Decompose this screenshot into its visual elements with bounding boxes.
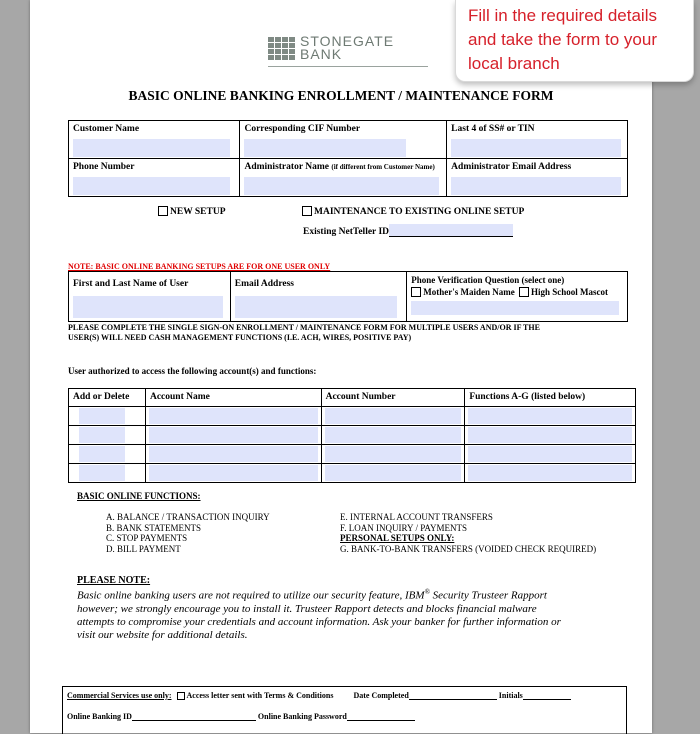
form-page [30,0,652,733]
callout-line3: local branch [468,54,560,73]
user-name-label: First and Last Name of User [73,279,189,289]
admin-name-note: (if different from Customer Name) [331,163,435,171]
logo-line2: BANK [300,46,343,62]
logo-line1: STONEGATE [300,33,395,49]
admin-name-cell [240,159,447,197]
online-banking-password-label: Online Banking Password [257,712,347,721]
cif-number-label: Corresponding CIF Number [244,124,361,134]
maiden-name-option[interactable] [411,287,514,297]
phone-input[interactable] [73,177,230,195]
please-note-body [77,586,642,642]
phone-question-options [407,286,627,298]
registered-mark: ® [424,588,430,596]
phone-question-answer-input[interactable] [411,301,619,315]
account-number-input[interactable] [325,427,462,443]
col-account-name: Account Name [149,392,210,402]
account-number-input[interactable] [325,465,462,481]
functions-input[interactable] [468,446,632,462]
callout-line2: and take the form to your [468,30,657,49]
personal-setups-heading: PERSONAL SETUPS ONLY: [340,533,455,543]
please-note-line3: attempts to compromise your credentials and account information. Ask your banker for further information or [77,615,561,628]
admin-email-cell [447,159,628,197]
phone-question-cell [407,272,628,322]
customer-name-cell [69,121,240,159]
online-banking-id-input[interactable] [132,711,256,721]
account-number-input[interactable] [325,446,462,462]
mascot-label: High School Mascot [531,287,609,297]
form-title: BASIC ONLINE BANKING ENROLLMENT / MAINTENANCE FORM [128,88,554,103]
online-banking-password-input[interactable] [347,711,415,721]
table-row [69,407,636,426]
add-delete-input[interactable] [79,427,125,443]
account-name-input[interactable] [149,465,318,481]
function-c: C. STOP PAYMENTS [106,533,188,543]
access-letter-checkbox[interactable] [177,692,185,700]
table-row [69,445,636,464]
account-number-input[interactable] [325,408,462,424]
functions-heading: BASIC ONLINE FUNCTIONS: [77,491,201,501]
ssn-label: Last 4 of SS# or TIN [451,124,535,134]
col-functions: Functions A-G (listed below) [469,392,586,402]
please-note-heading: PLEASE NOTE: [77,575,151,586]
new-setup-label: NEW SETUP [170,207,226,217]
function-e: E. INTERNAL ACCOUNT TRANSFERS [340,512,493,522]
maintenance-label: MAINTENANCE TO EXISTING ONLINE SETUP [314,207,525,217]
function-d: D. BILL PAYMENT [106,543,181,554]
initials-label: Initials [498,691,523,700]
functions-input[interactable] [468,427,632,443]
sso-note-line1: PLEASE COMPLETE THE SINGLE SIGN-ON ENROLLMENT / MAINTENANCE FORM FOR MULTIPLE USERS AND/OR IF THE [68,323,540,332]
logo-grid-icon [268,37,295,60]
admin-name-text: Administrator Name [244,162,329,172]
netteller-id-label: Existing NetTeller ID [303,227,390,237]
phone-label: Phone Number [73,162,135,172]
phone-question-label: Phone Verification Question (select one) [411,275,565,285]
new-setup-checkbox[interactable] [158,206,168,216]
authorized-heading: User authorized to access the following account(s) and functions: [68,366,317,376]
commercial-services-box [62,686,627,734]
maiden-name-checkbox[interactable] [411,287,421,297]
email-input[interactable] [235,296,397,318]
admin-name-input[interactable] [244,177,439,195]
email-cell [230,272,407,322]
date-completed-input[interactable] [409,690,497,700]
please-note-line1: Basic online banking users are not required to utilize our security feature, IBM® Security Trusteer Rapport [77,588,547,602]
add-delete-input[interactable] [79,465,125,481]
admin-email-label: Administrator Email Address [451,162,572,172]
access-letter-label: Access letter sent with Terms & Conditions [186,691,334,700]
please-note-line2: however; we strongly encourage you to install it. Trusteer Rapport detects and blocks financial malware [77,602,537,615]
mascot-option[interactable] [517,287,608,297]
function-a: A. BALANCE / TRANSACTION INQUIRY [106,512,270,522]
account-name-input[interactable] [149,427,318,443]
customer-name-label: Customer Name [73,124,140,134]
cif-number-cell [240,121,447,159]
user-name-input[interactable] [73,296,223,318]
account-table [68,388,636,483]
logo-divider [268,66,428,67]
table-row [69,464,636,483]
admin-email-input[interactable] [451,177,621,195]
maintenance-option[interactable] [302,206,524,217]
functions-input[interactable] [468,408,632,424]
ssn-cell [447,121,628,159]
commercial-label: Commercial Services use only: [67,691,172,700]
netteller-id-input[interactable] [389,224,513,237]
account-name-input[interactable] [149,446,318,462]
commercial-row2 [67,711,415,721]
customer-name-input[interactable] [73,139,230,157]
instruction-callout [455,0,694,82]
function-f: F. LOAN INQUIRY / PAYMENTS [340,522,468,533]
commercial-row1 [67,690,571,700]
add-delete-input[interactable] [79,408,125,424]
add-delete-input[interactable] [79,446,125,462]
sso-note-line2: USER(S) WILL NEED CASH MANAGEMENT FUNCTIONS (I.E. ACH, WIRES, POSITIVE PAY) [68,333,412,342]
netteller-id-row [303,224,513,237]
col-account-number: Account Number [325,392,396,402]
user-info-table [68,271,628,322]
table-row [69,426,636,445]
col-add-delete: Add or Delete [73,392,130,402]
ssn-input[interactable] [451,139,621,157]
functions-list-right [340,512,596,554]
function-g: G. BANK-TO-BANK TRANSFERS (VOIDED CHECK REQUIRED) [340,543,597,554]
phone-cell [69,159,240,197]
user-name-cell [69,272,231,322]
maintenance-checkbox[interactable] [302,206,312,216]
online-banking-id-label: Online Banking ID [67,712,132,721]
function-b: B. BANK STATEMENTS [106,522,202,533]
functions-input[interactable] [468,465,632,481]
please-note-line4: visit our website for additional details. [77,628,248,641]
functions-list-left [106,512,270,554]
callout-line1: Fill in the required details [468,6,657,25]
one-user-note: NOTE: BASIC ONLINE BANKING SETUPS ARE FOR ONE USER ONLY [68,262,331,271]
new-setup-option[interactable] [158,206,226,217]
admin-name-label [240,159,446,173]
account-name-input[interactable] [149,408,318,424]
customer-info-table [68,120,628,197]
mascot-checkbox[interactable] [519,287,529,297]
date-completed-label: Date Completed [353,691,409,700]
stonegate-bank-logo [268,35,394,61]
cif-number-input[interactable] [244,139,406,157]
initials-input[interactable] [523,690,571,700]
maiden-name-label: Mother's Maiden Name [423,287,515,297]
email-label: Email Address [234,279,294,289]
sso-note [68,323,633,343]
